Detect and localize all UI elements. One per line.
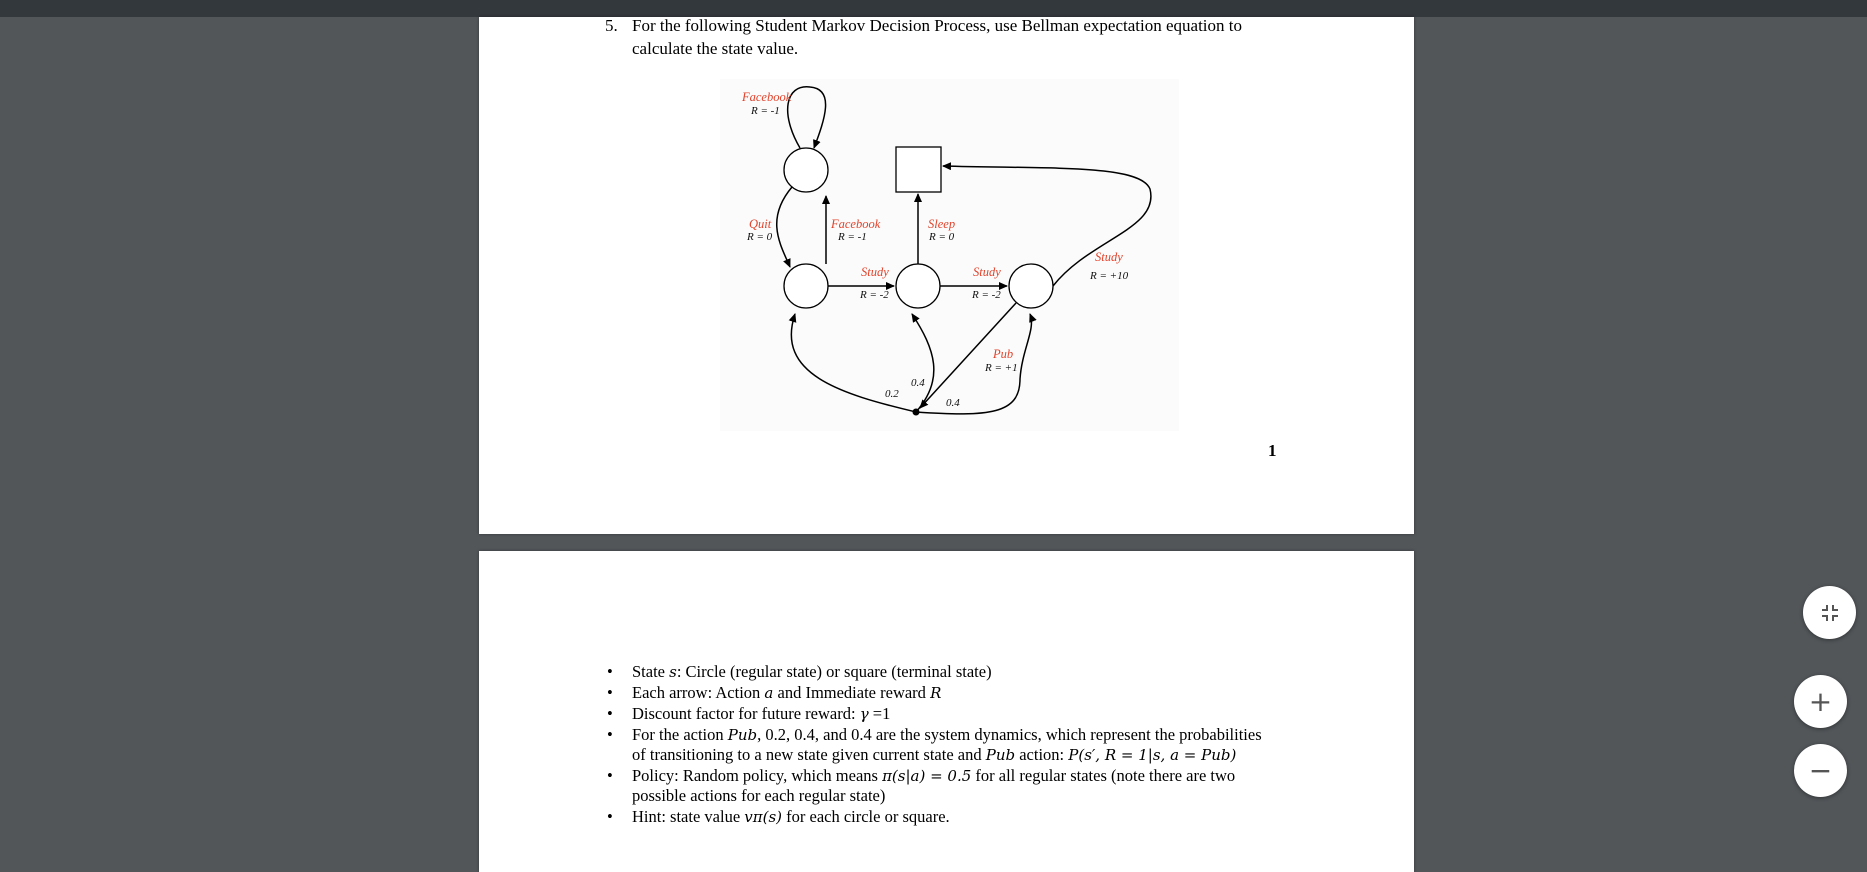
- label-prob-class3: 0.4: [946, 397, 960, 409]
- label-facebook-reward: R = -1: [838, 231, 867, 243]
- edge-facebook-loop: [788, 87, 826, 148]
- list-item: • Discount factor for future reward: γ =1: [607, 704, 891, 723]
- label-study1-reward: R = -2: [860, 289, 889, 301]
- list-item: • Hint: state value vπ(s) for each circle or square.: [607, 807, 950, 826]
- label-pub-reward: R = +1: [985, 362, 1018, 374]
- assumptions-list: [605, 662, 1305, 828]
- state-class2: [896, 264, 940, 308]
- viewer-toolbar: [0, 0, 1867, 17]
- label-facebook-action: Facebook: [831, 217, 881, 231]
- pdf-page-2: [479, 551, 1414, 872]
- label-sleep-action: Sleep: [928, 217, 956, 231]
- label-study3-reward: R = +10: [1090, 270, 1129, 282]
- label-facebook-loop-action: Facebook: [742, 90, 792, 104]
- minus-icon: −: [1808, 753, 1833, 787]
- state-class3: [1009, 264, 1053, 308]
- label-study2-action: Study: [973, 265, 1001, 279]
- list-item: • Each arrow: Action a and Immediate reward R: [607, 683, 942, 702]
- question-text-line2: calculate the state value.: [632, 39, 799, 58]
- question-number: 5.: [605, 16, 618, 35]
- label-facebook-loop-reward: R = -1: [751, 105, 780, 117]
- list-item: • For the action Pub, 0.2, 0.4, and 0.4 are the system dynamics, which represent the probabilities of transitioning to a new state given current state and Pub action: P(s′, R = 1|s, a = Pub): [607, 725, 1262, 764]
- list-item: • Policy: Random policy, which means π(s|a) = 0.5 for all regular states (note there are two possible actions for each regular state): [607, 766, 1236, 805]
- plus-icon: +: [1808, 684, 1833, 718]
- label-prob-class2: 0.4: [911, 377, 925, 389]
- label-quit-action: Quit: [749, 217, 772, 231]
- label-sleep-reward: R = 0: [929, 231, 955, 243]
- label-study2-reward: R = -2: [972, 289, 1001, 301]
- label-study3-action: Study: [1095, 250, 1123, 264]
- state-facebook: [784, 148, 828, 192]
- zoom-out-button[interactable]: [1794, 744, 1847, 797]
- zoom-in-button[interactable]: [1794, 675, 1847, 728]
- label-prob-class1: 0.2: [885, 388, 899, 400]
- pdf-page-1: [479, 17, 1414, 534]
- label-quit-reward: R = 0: [747, 231, 773, 243]
- student-mdp-diagram: [720, 79, 1179, 431]
- edge-quit: [777, 187, 792, 267]
- fit-to-page-button[interactable]: [1803, 586, 1856, 639]
- state-class1: [784, 264, 828, 308]
- list-item: • State s: Circle (regular state) or square (terminal state): [607, 662, 992, 681]
- page-number: 1: [1268, 441, 1277, 460]
- question-text-line1: For the following Student Markov Decision Process, use Bellman expectation equation to: [632, 16, 1242, 35]
- state-sleep-terminal: [896, 147, 941, 192]
- label-pub-action: Pub: [993, 347, 1014, 361]
- label-study1-action: Study: [861, 265, 889, 279]
- fit-to-page-icon: [1819, 602, 1841, 624]
